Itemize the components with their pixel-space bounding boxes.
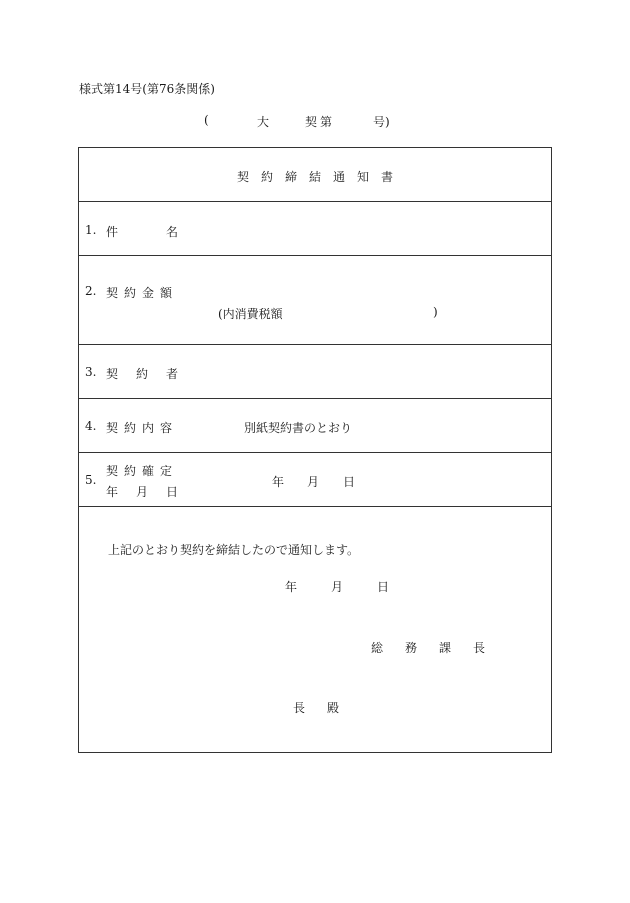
confirm-label-year: 年: [106, 485, 119, 499]
number-close: 号): [373, 115, 390, 129]
number-open-paren: (: [204, 113, 209, 127]
row-number: 1.: [85, 223, 97, 237]
recipient-dono: 殿: [327, 701, 340, 715]
confirm-label-line1: 契約確定: [106, 464, 179, 478]
tax-open: (内消費税額: [218, 307, 283, 321]
subject-label-b: 名: [166, 225, 179, 239]
notice-form-table: [78, 147, 552, 753]
confirm-value-day: 日: [343, 475, 356, 489]
notice-date-day: 日: [377, 580, 390, 594]
notice-date-year: 年: [285, 580, 298, 594]
number-dai: 大: [257, 115, 270, 129]
contractor-label-a: 契: [106, 367, 119, 381]
confirm-label-month: 月: [136, 485, 149, 499]
confirm-value-month: 月: [307, 475, 320, 489]
notice-date-month: 月: [331, 580, 344, 594]
contractor-label-c: 者: [166, 367, 179, 381]
tax-close: ): [433, 305, 438, 319]
form-number-label: 様式第14号(第76条関係): [79, 82, 215, 96]
row-number: 4.: [85, 419, 97, 433]
form-title: 契約締結通知書: [236, 170, 405, 184]
row-number: 5.: [85, 473, 97, 487]
row-divider: [79, 452, 551, 453]
row-divider: [79, 344, 551, 345]
content-value: 別紙契約書のとおり: [244, 421, 353, 435]
recipient-cho: 長: [293, 701, 306, 715]
contractor-label-b: 約: [136, 367, 149, 381]
row-divider: [79, 506, 551, 507]
row-divider: [79, 255, 551, 256]
confirm-value-year: 年: [272, 475, 285, 489]
content-label: 契約内容: [106, 421, 179, 435]
row-divider: [79, 398, 551, 399]
row-divider: [79, 201, 551, 202]
subject-label-a: 件: [106, 225, 119, 239]
row-number: 3.: [85, 365, 97, 379]
amount-label: 契約金額: [106, 286, 179, 300]
confirm-label-day: 日: [166, 485, 179, 499]
number-kei-dai: 契第: [305, 115, 336, 129]
row-number: 2.: [85, 284, 97, 298]
notice-text: 上記のとおり契約を締結したので通知します。: [108, 543, 360, 557]
sender-title: 総務課長: [371, 641, 508, 655]
